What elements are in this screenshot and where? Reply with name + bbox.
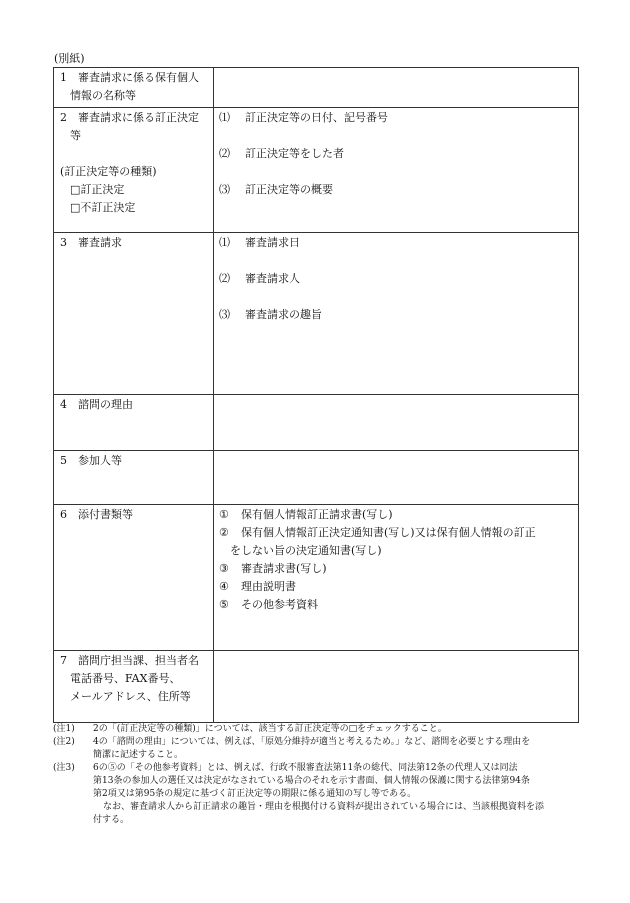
decision-type-title: (訂正決定等の種類) — [60, 165, 157, 178]
row-3-value-cell[interactable] — [214, 233, 579, 395]
row-6-item-3: ③ 審査請求書(写し) — [219, 562, 327, 575]
row-3-label-cell — [54, 233, 214, 395]
row-4-number: 4 — [60, 398, 67, 411]
row-6-item-2: ② 保有個人情報訂正決定通知書(写し)又は保有個人情報の訂正 — [219, 526, 536, 539]
row-7-label-line3: メールアドレス、住所等 — [70, 690, 191, 703]
note-2-label: (注2) — [53, 737, 75, 747]
notes-section — [53, 723, 583, 827]
row-5-label-cell — [54, 451, 214, 505]
row-3-label: 審査請求 — [78, 236, 122, 249]
row-4-label-cell — [54, 395, 214, 451]
row-5-number: 5 — [60, 454, 67, 467]
row-5-value-cell[interactable] — [214, 451, 579, 505]
row-5-label: 参加人等 — [78, 454, 122, 467]
attachment-label: (別紙) — [54, 52, 85, 65]
note-3-line-5: 付する。 — [93, 815, 130, 825]
row-3-item-3: ⑶ 審査請求の趣旨 — [219, 308, 322, 321]
row-7-label-cell — [54, 651, 214, 723]
row-2-number: 2 — [60, 111, 67, 124]
note-3-line-2: 第13条の参加人の選任又は決定がなされている場合のそれを示す書面、個人情報の保護に関する法律第94条 — [93, 776, 530, 786]
row-6-number: 6 — [60, 508, 67, 521]
note-3-line-3: 第2項又は第95条の規定に基づく訂正決定等の期限に係る通知の写し等である。 — [93, 789, 417, 799]
row-1-label-line1: 審査請求に係る保有個人 — [78, 71, 199, 84]
note-1-label: (注1) — [53, 724, 75, 734]
row-3-item-2: ⑵ 審査請求人 — [219, 272, 300, 285]
row-7-value-cell[interactable] — [214, 651, 579, 723]
row-1-number: 1 — [60, 71, 67, 84]
note-1 — [53, 723, 583, 736]
row-6-item-5: ⑤ その他参考資料 — [219, 598, 318, 611]
row-6-label: 添付書類等 — [78, 508, 133, 521]
note-3-line-1: 6の⑤の「その他参考資料」とは、例えば、行政不服審査法第11条の総代、同法第12条の代理人又は同法 — [93, 763, 518, 773]
form-row-3 — [54, 233, 579, 395]
form-row-1 — [54, 68, 579, 108]
row-3-item-1: ⑴ 審査請求日 — [219, 236, 300, 249]
row-6-item-1: ① 保有個人情報訂正請求書(写し) — [219, 508, 393, 521]
form-row-6 — [54, 505, 579, 651]
note-3-line-4: なお、審査請求人から訂正請求の趣旨・理由を根拠付ける資料が提出されている場合には、当該根拠資料を添 — [103, 802, 545, 812]
row-1-label-cell — [54, 68, 214, 108]
row-6-item-2-continuation: をしない旨の決定通知書(写し) — [230, 544, 382, 557]
row-2-item-2: ⑵ 訂正決定等をした者 — [219, 147, 344, 160]
consultation-form-table — [53, 67, 579, 723]
row-2-item-1: ⑴ 訂正決定等の日付、記号番号 — [219, 111, 388, 124]
row-2-label-line2: 等 — [70, 129, 81, 142]
row-7-label-line1: 諮問庁担当課、担当者名 — [78, 654, 199, 667]
form-row-4 — [54, 395, 579, 451]
note-2-line-2: 簡潔に記述すること。 — [93, 750, 184, 760]
row-3-number: 3 — [60, 236, 67, 249]
correction-decision-checkbox[interactable]: □訂正決定 — [70, 183, 125, 196]
row-6-label-cell — [54, 505, 214, 651]
note-1-line-1: 2の「(訂正決定等の種類)」については、該当する訂正決定等の□をチェックすること。 — [93, 724, 447, 734]
form-row-7 — [54, 651, 579, 723]
note-2 — [53, 736, 583, 762]
row-1-value-cell[interactable] — [214, 68, 579, 108]
row-1-label-line2: 情報の名称等 — [70, 89, 136, 102]
row-6-item-4: ④ 理由説明書 — [219, 580, 296, 593]
row-2-item-3: ⑶ 訂正決定等の概要 — [219, 183, 333, 196]
row-6-value-cell[interactable] — [214, 505, 579, 651]
row-4-label: 諮問の理由 — [78, 398, 133, 411]
form-row-5 — [54, 451, 579, 505]
note-3 — [53, 762, 583, 827]
row-2-label-line1: 審査請求に係る訂正決定 — [78, 111, 199, 124]
form-row-2 — [54, 108, 579, 233]
row-2-label-cell — [54, 108, 214, 233]
row-7-label-line2: 電話番号、FAX番号、 — [70, 672, 181, 685]
row-2-value-cell[interactable] — [214, 108, 579, 233]
note-2-line-1: 4の「諮問の理由」については、例えば、「原処分維持が適当と考えるため。」など、諮問を必要とする理由を — [93, 737, 531, 747]
note-3-label: (注3) — [53, 763, 75, 773]
row-7-number: 7 — [60, 654, 67, 667]
row-4-value-cell[interactable] — [214, 395, 579, 451]
non-correction-decision-checkbox[interactable]: □不訂正決定 — [70, 201, 136, 214]
